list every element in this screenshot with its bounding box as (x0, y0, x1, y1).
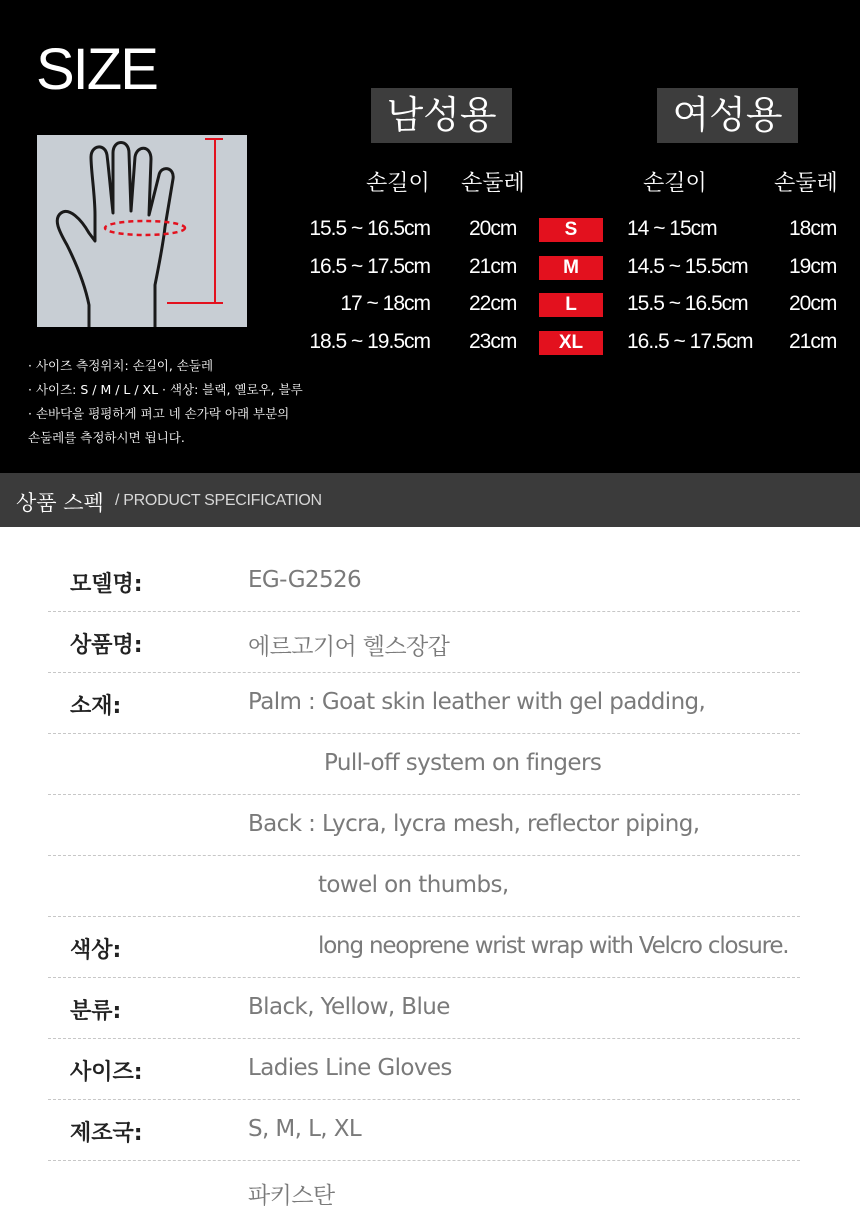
spec-value: Ladies Line Gloves (248, 1055, 452, 1081)
spec-row (48, 734, 800, 795)
spec-label: 소재: (70, 694, 122, 719)
women-length-cell: 16..5 ~ 17.5cm (627, 330, 753, 353)
hand-outline-icon (37, 135, 247, 327)
spec-row (48, 551, 800, 612)
spec-value: EG-G2526 (248, 567, 362, 593)
men-circumference-cell: 21cm (469, 255, 517, 278)
spec-row (48, 1161, 800, 1221)
women-circumference-cell: 19cm (789, 255, 837, 278)
spec-value: Black, Yellow, Blue (248, 994, 450, 1020)
size-badge: L (539, 293, 603, 317)
size-note: · 사이즈: S / M / L / XL · 색상: 블랙, 옐로우, 블루 (28, 382, 303, 397)
men-circumference-cell: 22cm (469, 292, 517, 315)
size-badge: XL (539, 331, 603, 355)
spec-value: Back : Lycra, lycra mesh, reflector piping, (248, 811, 700, 837)
spec-row (48, 856, 800, 917)
spec-value: Pull-off system on fingers (324, 750, 602, 776)
women-circumference-cell: 21cm (789, 330, 837, 353)
women-circumference-cell: 18cm (789, 217, 837, 240)
men-circumference-cell: 20cm (469, 217, 517, 240)
women-length-header: 손길이 (643, 171, 707, 196)
women-length-cell: 14.5 ~ 15.5cm (627, 255, 748, 278)
spec-value: towel on thumbs, (318, 872, 509, 898)
spec-row (48, 917, 800, 978)
men-circumference-cell: 23cm (469, 330, 517, 353)
spec-row (48, 673, 800, 734)
women-length-cell: 14 ~ 15cm (627, 217, 717, 240)
men-circumference-header: 손둘레 (461, 171, 525, 196)
spec-row (48, 978, 800, 1039)
spec-value: Palm : Goat skin leather with gel padding, (248, 689, 706, 715)
women-circumference-cell: 20cm (789, 292, 837, 315)
spec-row (48, 1039, 800, 1100)
size-badge: M (539, 256, 603, 280)
size-title: SIZE (36, 37, 157, 102)
spec-value: 에르고기어 헬스장갑 (248, 634, 450, 660)
spec-header-bar (0, 473, 860, 527)
men-label: 남성용 (371, 88, 512, 143)
spec-label: 제조국: (70, 1121, 143, 1146)
spec-value: S, M, L, XL (248, 1116, 362, 1142)
size-note: 손둘레를 측정하시면 됩니다. (28, 430, 185, 445)
men-length-cell: 16.5 ~ 17.5cm (309, 255, 430, 278)
spec-row (48, 795, 800, 856)
spec-value: long neoprene wrist wrap with Velcro closure. (318, 933, 789, 959)
men-length-header: 손길이 (366, 171, 430, 196)
women-label: 여성용 (657, 88, 798, 143)
spec-heading-ko: 상품 스펙 (16, 491, 104, 515)
men-length-cell: 15.5 ~ 16.5cm (309, 217, 430, 240)
men-length-cell: 17 ~ 18cm (340, 292, 430, 315)
men-length-cell: 18.5 ~ 19.5cm (309, 330, 430, 353)
spec-label: 상품명: (70, 633, 143, 658)
spec-row (48, 1100, 800, 1161)
spec-row (48, 612, 800, 673)
hand-measurement-illustration (37, 135, 247, 327)
spec-label: 색상: (70, 938, 122, 963)
women-circumference-header: 손둘레 (774, 171, 838, 196)
spec-heading-en: / PRODUCT SPECIFICATION (115, 492, 322, 509)
spec-label: 사이즈: (70, 1060, 143, 1085)
size-note: · 사이즈 측정위치: 손길이, 손둘레 (28, 358, 214, 373)
size-chart-section (0, 0, 860, 473)
women-length-cell: 15.5 ~ 16.5cm (627, 292, 748, 315)
spec-value: 파키스탄 (248, 1183, 335, 1209)
spec-label: 모델명: (70, 572, 143, 597)
spec-label: 분류: (70, 999, 122, 1024)
size-note: · 손바닥을 평평하게 펴고 네 손가락 아래 부분의 (28, 406, 290, 421)
size-badge: S (539, 218, 603, 242)
